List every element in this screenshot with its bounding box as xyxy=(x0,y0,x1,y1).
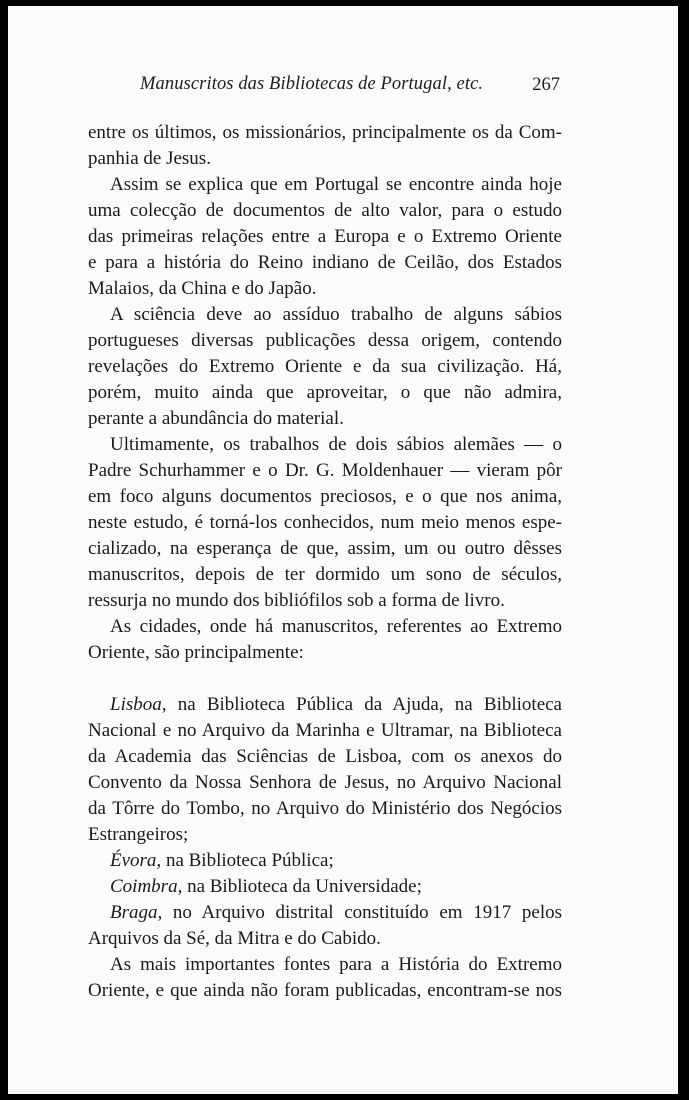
text-line: em foco alguns documentos preciosos, e o que nos anima, xyxy=(88,486,562,507)
text-line: manuscritos, depois de ter dormido um sono de séculos, xyxy=(88,564,562,585)
place-name: Coimbra, xyxy=(110,876,183,897)
text-line: da Tôrre do Tombo, no Arquivo do Ministério dos Negócios xyxy=(88,798,562,819)
text-line xyxy=(110,874,562,900)
text-line: As mais importantes fontes para a História do Extremo xyxy=(110,954,562,975)
book-page xyxy=(8,6,678,1094)
text-span: na Biblioteca da Universidade; xyxy=(187,876,422,897)
text-line: Oriente, e que ainda não foram publicadas, encontram-se nos xyxy=(88,980,562,1001)
text-line: da Academia das Sciências de Lisboa, com os anexos do xyxy=(88,746,562,767)
text-line: As cidades, onde há manuscritos, referentes ao Extremo xyxy=(110,616,562,637)
text-line: Ultimamente, os trabalhos de dois sábios alemães — o xyxy=(110,434,562,455)
text-line: Estrangeiros; xyxy=(88,824,189,845)
text-line: Nacional e no Arquivo da Marinha e Ultramar, na Biblioteca xyxy=(88,720,562,741)
text-line: Assim se explica que em Portugal se encontre ainda hoje xyxy=(110,174,562,195)
text-line: e para a história do Reino indiano de Ceilão, dos Estados xyxy=(88,252,562,273)
text-line: Convento da Nossa Senhora de Jesus, no Arquivo Nacional xyxy=(88,772,562,793)
text-line: porém, muito ainda que aproveitar, o que não admira, xyxy=(88,382,562,403)
text-line: cializado, na esperança de que, assim, um ou outro dêsses xyxy=(88,538,562,559)
text-line: entre os últimos, os missionários, principalmente os da Com- xyxy=(88,122,562,143)
text-line xyxy=(110,900,562,926)
text-span: na Biblioteca Pública da Ajuda, na Biblioteca xyxy=(177,694,562,715)
text-line: Padre Schurhammer e o Dr. G. Moldenhauer — vieram pôr xyxy=(88,460,562,481)
text-line: uma colecção de documentos de alto valor, para o estudo xyxy=(88,200,562,221)
page-number: 267 xyxy=(532,75,560,95)
text-line: revelações do Extremo Oriente e da sua civilização. Há, xyxy=(88,356,562,377)
text-line: perante a abundância do material. xyxy=(88,408,344,429)
text-line: panhia de Jesus. xyxy=(88,148,211,169)
text-line: das primeiras relações entre a Europa e o Extremo Oriente xyxy=(88,226,562,247)
place-name: Évora, xyxy=(110,850,162,871)
text-span: no Arquivo distrital constituído em 1917 pelos xyxy=(172,902,563,923)
text-line: neste estudo, é torná-los conhecidos, num meio menos espe- xyxy=(88,512,562,533)
text-line: Arquivos da Sé, da Mitra e do Cabido. xyxy=(88,928,381,949)
text-line: portugueses diversas publicações dessa origem, contendo xyxy=(88,330,562,351)
text-span: na Biblioteca Pública; xyxy=(165,850,334,871)
text-line xyxy=(110,848,562,874)
text-line xyxy=(110,692,562,718)
running-title: Manuscritos das Bibliotecas de Portugal, etc. xyxy=(140,74,484,94)
text-line: A sciência deve ao assíduo trabalho de alguns sábios xyxy=(110,304,562,325)
text-line: Malaios, da China e do Japão. xyxy=(88,278,317,299)
text-line: Oriente, são principalmente: xyxy=(88,642,304,663)
text-line: ressurja no mundo dos bibliófilos sob a forma de livro. xyxy=(88,590,505,611)
running-header xyxy=(140,74,560,104)
place-name: Lisboa, xyxy=(110,694,167,715)
place-name: Braga, xyxy=(110,902,163,923)
